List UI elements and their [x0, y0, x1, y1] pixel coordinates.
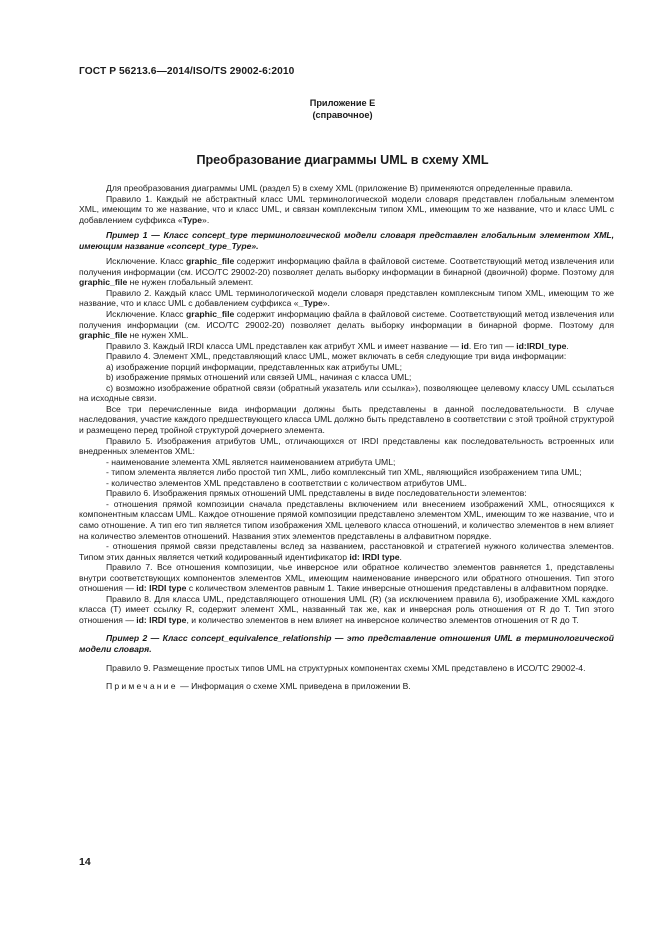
body-text — [79, 183, 614, 692]
text-run: graphic_file — [79, 330, 128, 341]
paragraph — [79, 541, 614, 562]
text-run: graphic_file — [186, 309, 235, 320]
text-run: Правило 6. Изображения прямых отношений UML представлены в виде последовательности элементов: — [106, 488, 527, 499]
paragraph — [79, 436, 614, 457]
annex-kind: (справочное) — [312, 110, 373, 120]
annex-heading — [0, 97, 661, 121]
text-run: - типом элемента является либо простой тип XML, либо комплексный тип XML, являющийся изображением типа UML; — [106, 467, 582, 478]
text-run: ». — [202, 214, 210, 225]
text-run: содержит информацию файла в файловой системе. Соответствующий метод извлечения или получения информации (см. ИСО/ТС 29002-20) позволяет делать выборку информации в бинарной (двоичной) форме. Поэтому для — [79, 256, 614, 277]
paragraph — [79, 478, 614, 489]
paragraph — [79, 372, 614, 383]
paragraph — [79, 562, 614, 594]
text-run: id: IRDI type — [136, 614, 187, 625]
text-run: Правило 8. Для класса UML, представляющего отношения UML (R) (за исключением правила 6), изображение XML каждого класса (Т) имеет ссылку R, содержит элемент XML, названный так же, как и инверсная роль отношения от R до Т. Тип этого отношения — — [79, 593, 614, 625]
text-run: , и количество элементов в нем влияет на инверсное количество элементов отношения от R до Т. — [186, 614, 579, 625]
text-run: Правило 5. Изображения атрибутов UML, отличающихся от IRDI представлены как последовательность встроенных или внедренных элементов XML: — [79, 435, 614, 457]
paragraph — [79, 351, 614, 362]
paragraph — [79, 594, 614, 626]
paragraph — [79, 230, 614, 251]
text-run: Правило 1. Каждый не абстрактный класс UML терминологической модели словаря представлен глобальным элементом XML, имеющим то же название, что и класс UML, и связан комплексным типом XML, имеющим то же название, что и класс UML с добавлением суффикса « — [79, 193, 614, 225]
paragraph — [79, 383, 614, 404]
paragraph — [79, 341, 614, 352]
text-run: b) изображение прямых отношений или связей UML, начиная с класса UML; — [106, 372, 412, 383]
text-run: id:IRDI_type — [516, 340, 567, 351]
paragraph — [79, 681, 614, 692]
paragraph — [79, 633, 614, 654]
text-run: Правило 3. Каждый IRDI класса UML представлен как атрибут XML и имеет название — — [106, 340, 462, 351]
paragraph — [79, 288, 614, 309]
paragraph — [79, 404, 614, 436]
text-run: Правило 7. Все отношения композиции, чье инверсное или обратное количество элементов равняется 1, представлены внутри соответствующих компонентов элементов XML, имеющим наименование инверсного или обратного отношения. Тип этого отношения — — [79, 562, 614, 594]
paragraph — [79, 362, 614, 373]
text-run: . Его тип — — [468, 340, 517, 351]
text-run: graphic_file — [79, 277, 128, 288]
paragraph — [79, 457, 614, 468]
paragraph — [79, 467, 614, 478]
text-run: содержит информацию файла в файловой системе. Соответствующий метод извлечения или получения информации (см. ИСО/ТС 29002-20) позволяет делать выборку информации в бинарной форме. Поэтому для — [79, 309, 614, 330]
document-code-header: ГОСТ Р 56213.6—2014/ISO/TS 29002-6:2010 — [79, 66, 295, 77]
page-number: 14 — [79, 856, 91, 868]
text-run: - количество элементов XML представлено в соответствии с количеством атрибутов UML. — [106, 477, 467, 488]
text-run: Для преобразования диаграммы UML (раздел 5) в схему XML (приложение В) применяются определенные правила. — [106, 183, 573, 193]
text-run: не нужен XML. — [127, 330, 189, 341]
text-run: а) изображение порций информации, представленных как атрибуты UML; — [106, 361, 402, 372]
text-run: Исключение. Класс — [106, 256, 186, 267]
text-run: Пример 1 — Класс concept_type терминологической модели словаря представлен глобальным элементом XML, имеющим название «concept_type_Type». — [79, 230, 614, 251]
text-run: Правило 2. Каждый класс UML терминологической модели словаря представлен комплексным типом XML, имеющим то же название, что и класс UML с добавлением суффикса « — [79, 287, 614, 309]
text-run: с) возможно изображение обратной связи (обратный указатель или ссылка»), позволяющее целевому классу UML ссылаться на исходные связи. — [79, 382, 614, 404]
text-run: . — [566, 340, 569, 351]
text-run: - отношения прямой связи представлены вслед за названием, расстановкой и стратегией нужного количества элементов. Типом этих данных является четкий кодированный идентификатор — [79, 541, 614, 562]
text-run: Type — [182, 214, 203, 225]
text-run: - отношения прямой композиции сначала представлены включением или внесением изображений XML, относящихся к компонентным классам UML. Каждое отношение прямой композиции представлено элементом XML, имеющим то же название, что и само отношение. А тип его тип является типом изображения XML целевого класса отношений, и количество элементов в нем влияет на количество элементов отношений. Названия этих элементов представлены в алфавитном порядке. — [79, 498, 614, 541]
text-run: Все три перечисленные вида информации должны быть представлены в данной последовательности. В случае наследования, участие каждого предшествующего класса UML должно быть представлено в соответствии с этой тройной структурой и размещено перед тройной структурой дочернего элемента. — [79, 403, 614, 436]
paragraph — [79, 488, 614, 499]
text-run: id: IRDI type — [136, 583, 187, 594]
paragraph — [79, 309, 614, 341]
text-run: с количеством элементов равным 1. Такие инверсные отношения представлены в алфавитном порядке. — [186, 583, 609, 594]
text-run: Исключение. Класс — [106, 309, 186, 320]
paragraph — [79, 663, 614, 674]
text-run: Пример 2 — Класс concept_equivalence_relationship — это представление отношения UML в терминологической модели словаря. — [79, 633, 614, 654]
paragraph — [79, 183, 614, 194]
paragraph — [79, 194, 614, 226]
annex-label: Приложение Е — [309, 98, 376, 108]
paragraph — [79, 256, 614, 288]
text-run: Примечание — [106, 681, 178, 692]
text-run: — Информация о схеме XML приведена в приложении В. — [177, 681, 411, 692]
text-run: Правило 4. Элемент XML, представляющий класс UML, может включать в себя следующие три вида информации: — [106, 351, 567, 362]
text-run: _Type — [298, 298, 323, 309]
text-run: graphic_file — [186, 256, 235, 267]
text-run: id: IRDI type — [349, 551, 400, 562]
text-run: id — [461, 340, 469, 351]
text-run: - наименование элемента XML является наименованием атрибута UML; — [106, 456, 396, 467]
text-run: не нужен глобальный элемент. — [127, 277, 254, 288]
text-run: . — [399, 551, 402, 562]
text-run: ». — [322, 298, 330, 309]
section-title: Преобразование диаграммы UML в схему XML — [196, 153, 489, 167]
paragraph — [79, 499, 614, 541]
text-run: Правило 9. Размещение простых типов UML на структурных компонентах схемы XML представлено в ИСО/ТС 29002-4. — [106, 662, 586, 673]
